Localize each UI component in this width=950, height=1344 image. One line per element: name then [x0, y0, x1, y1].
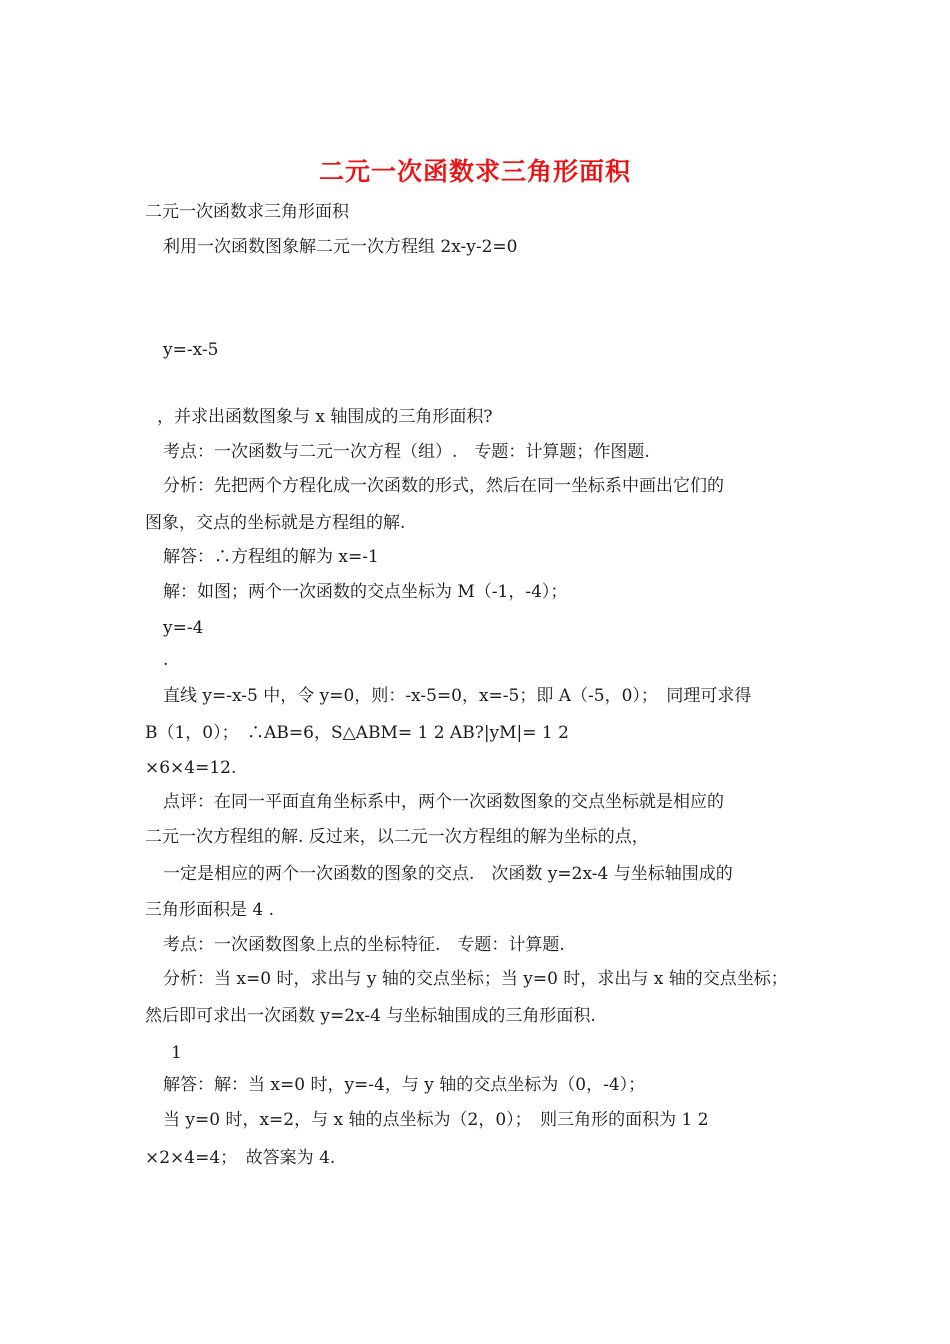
text-line: 二元一次方程组的解. 反过来，以二元一次方程组的解为坐标的点， [145, 827, 649, 847]
text-line: y=-x-5 [163, 340, 219, 360]
text-line: 分析：当 x=0 时，求出与 y 轴的交点坐标；当 y=0 时，求出与 x 轴的交点坐标； [163, 969, 788, 989]
text-line: ，并求出函数图象与 x 轴围成的三角形面积? [157, 407, 493, 427]
text-line: 点评：在同一平面直角坐标系中，两个一次函数图象的交点坐标就是相应的 [163, 792, 724, 812]
text-line: 利用一次函数图象解二元一次方程组 2x-y-2=0 [163, 237, 518, 257]
text-line: 解：如图；两个一次函数的交点坐标为 M（-1，-4）； [163, 582, 568, 602]
text-line: 一定是相应的两个一次函数的图象的交点. 次函数 y=2x-4 与坐标轴围成的 [163, 864, 733, 884]
text-line: y=-4 [163, 618, 204, 638]
text-line: B（1，0）； ∴AB=6，S△ABM= 1 2 AB?|yM|= 1 2 [145, 723, 569, 743]
text-line: ×6×4=12. [145, 758, 237, 778]
text-line: 直线 y=-x-5 中，令 y=0，则：-x-5=0，x=-5；即 A（-5，0）； 同理可求得 [163, 686, 752, 706]
text-line: 当 y=0 时，x=2，与 x 轴的点坐标为（2，0）； 则三角形的面积为 1 2 [163, 1110, 709, 1130]
text-line: 解答：解：当 x=0 时，y=-4，与 y 轴的交点坐标为（0，-4）； [163, 1075, 646, 1095]
text-line: 考点：一次函数图象上点的坐标特征. 专题：计算题. [163, 935, 565, 955]
text-line: 解答：∴方程组的解为 x=-1 [163, 547, 379, 567]
text-line: 1 [171, 1043, 182, 1063]
text-line: 分析：先把两个方程化成一次函数的形式，然后在同一坐标系中画出它们的 [163, 476, 724, 496]
text-line: 考点：一次函数与二元一次方程（组）. 专题：计算题；作图题. [163, 442, 650, 462]
text-line: 二元一次函数求三角形面积 [145, 202, 349, 222]
text-line: 然后即可求出一次函数 y=2x-4 与坐标轴围成的三角形面积. [145, 1006, 596, 1026]
text-line: ×2×4=4； 故答案为 4. [145, 1148, 336, 1168]
text-line: 图象，交点的坐标就是方程组的解. [145, 513, 406, 533]
document-title: 二元一次函数求三角形面积 [318, 157, 631, 186]
text-line: 三角形面积是 4 . [145, 900, 275, 920]
text-line: . [163, 650, 169, 670]
